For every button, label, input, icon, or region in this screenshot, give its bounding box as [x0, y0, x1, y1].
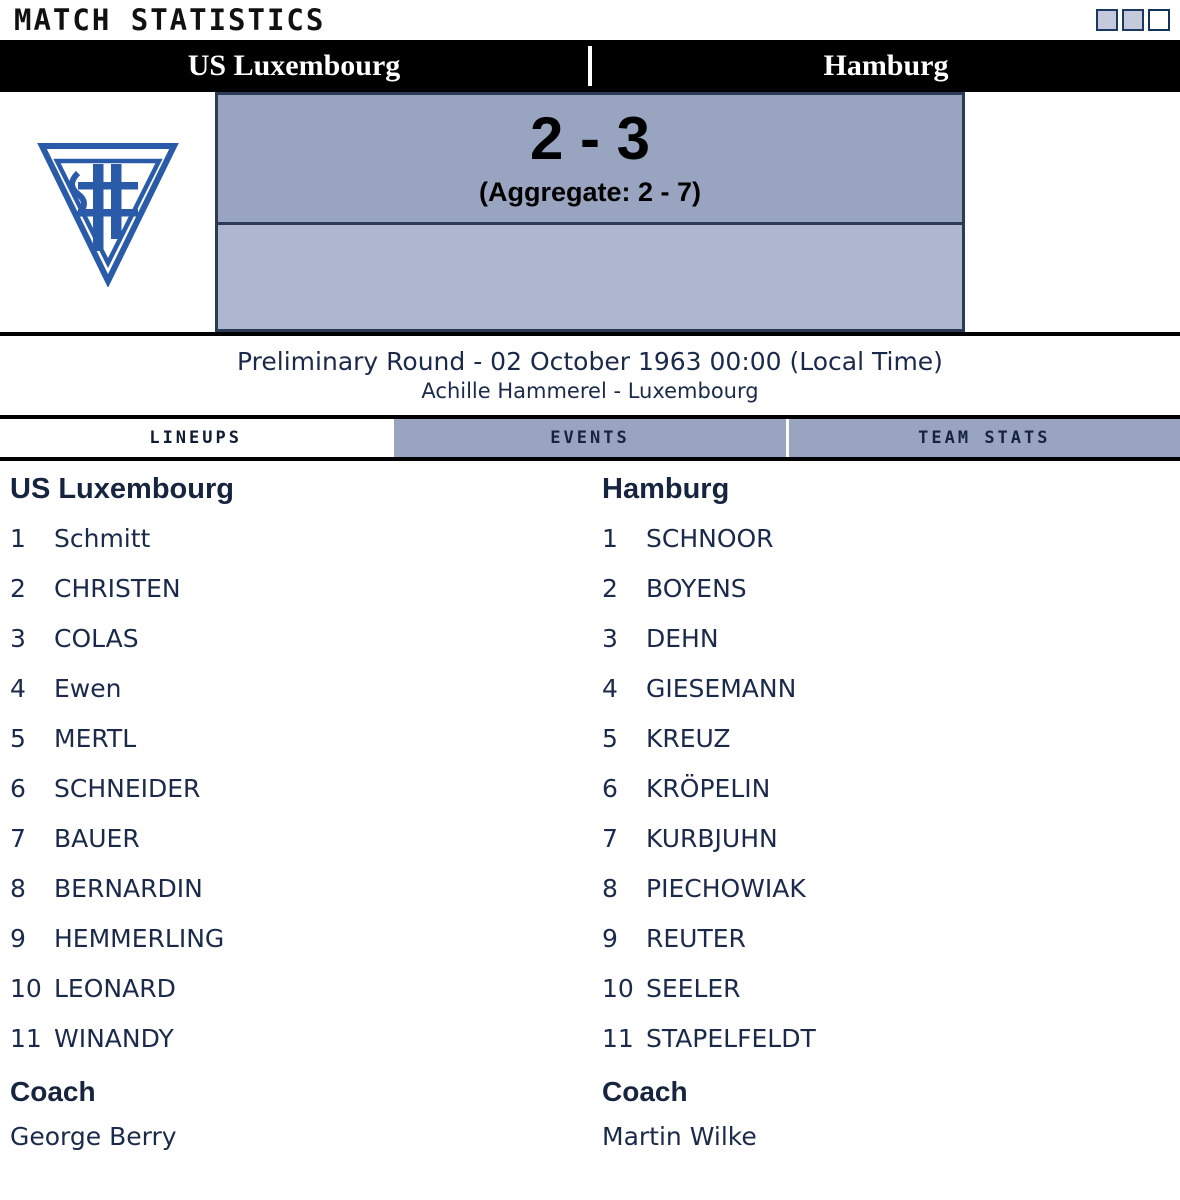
list-item	[10, 1014, 590, 1064]
window-controls	[1096, 9, 1170, 31]
player-number: 1	[10, 523, 26, 553]
score-subpanel	[215, 225, 965, 332]
home-coach-label: Coach	[10, 1075, 96, 1107]
away-lineup-column	[590, 473, 1180, 1158]
match-venue: Achille Hammerel - Luxembourg	[421, 379, 759, 404]
score-center	[215, 92, 965, 332]
player-name: MERTL	[54, 723, 137, 753]
player-name: SEELER	[646, 973, 741, 1003]
list-item	[10, 964, 590, 1014]
lineups-panel	[0, 461, 1180, 1158]
player-number: 7	[10, 823, 26, 853]
player-name: STAPELFELDT	[646, 1023, 816, 1053]
home-lineup-title: US Luxembourg	[10, 472, 234, 505]
player-number: 8	[602, 873, 618, 903]
list-item	[602, 514, 1180, 564]
player-name: BERNARDIN	[54, 873, 203, 903]
player-name: KREUZ	[646, 723, 731, 753]
player-number: 9	[602, 923, 618, 953]
list-item	[602, 764, 1180, 814]
away-coach-label: Coach	[602, 1075, 688, 1107]
player-number: 9	[10, 923, 26, 953]
player-number: 3	[602, 623, 618, 653]
player-number: 4	[602, 673, 618, 703]
away-lineup-title: Hamburg	[602, 472, 730, 505]
list-item	[10, 614, 590, 664]
player-name: Schmitt	[54, 523, 151, 553]
list-item	[602, 964, 1180, 1014]
player-number: 10	[10, 973, 42, 1003]
player-name: WINANDY	[54, 1023, 174, 1053]
score-value: 2 - 3	[529, 105, 651, 172]
window-titlebar	[0, 0, 1180, 40]
away-team-name: Hamburg	[823, 49, 949, 82]
list-item	[10, 714, 590, 764]
list-item	[602, 614, 1180, 664]
tab-lineups[interactable]: LINEUPS	[0, 419, 394, 457]
list-item	[10, 764, 590, 814]
player-name: SCHNOOR	[646, 523, 774, 553]
list-item	[602, 864, 1180, 914]
player-number: 6	[602, 773, 618, 803]
list-item	[602, 714, 1180, 764]
player-number: 2	[10, 573, 26, 603]
player-number: 3	[10, 623, 26, 653]
home-team-name: US Luxembourg	[187, 49, 401, 82]
away-coach-name: Martin Wilke	[602, 1121, 757, 1151]
maximize-button[interactable]	[1122, 9, 1144, 31]
player-name: GIESEMANN	[646, 673, 797, 703]
score-main	[215, 92, 965, 225]
tab-events[interactable]: EVENTS	[394, 419, 788, 457]
player-number: 1	[602, 523, 618, 553]
away-crest-cell	[965, 92, 1180, 332]
list-item	[10, 514, 590, 564]
list-item	[10, 864, 590, 914]
list-item	[602, 914, 1180, 964]
player-name: BOYENS	[646, 573, 747, 603]
list-item	[10, 814, 590, 864]
club-crest-icon	[33, 137, 183, 287]
player-name: KURBJUHN	[646, 823, 778, 853]
list-item	[602, 664, 1180, 714]
player-number: 11	[10, 1023, 42, 1053]
player-number: 7	[602, 823, 618, 853]
minimize-button[interactable]	[1096, 9, 1118, 31]
list-item	[10, 914, 590, 964]
list-item	[602, 814, 1180, 864]
match-round-date: Preliminary Round - 02 October 1963 00:00 (Local Time)	[237, 347, 943, 376]
home-coach-name: George Berry	[10, 1121, 177, 1151]
tab-team-stats[interactable]: TEAM STATS	[789, 419, 1180, 457]
player-name: DEHN	[646, 623, 719, 653]
player-name: BAUER	[54, 823, 140, 853]
player-name: HEMMERLING	[54, 923, 225, 953]
player-number: 10	[602, 973, 634, 1003]
list-item	[602, 564, 1180, 614]
player-name: SCHNEIDER	[54, 773, 201, 803]
list-item	[602, 1014, 1180, 1064]
teams-bar	[0, 40, 1180, 92]
close-button[interactable]	[1148, 9, 1170, 31]
player-name: COLAS	[54, 623, 139, 653]
home-lineup-column	[0, 473, 590, 1158]
score-block	[0, 92, 1180, 336]
player-number: 5	[602, 723, 618, 753]
home-crest-cell	[0, 92, 215, 332]
player-number: 8	[10, 873, 26, 903]
match-info	[0, 336, 1180, 419]
player-name: REUTER	[646, 923, 746, 953]
player-number: 11	[602, 1023, 634, 1053]
player-name: LEONARD	[54, 973, 176, 1003]
player-name: PIECHOWIAK	[646, 873, 806, 903]
aggregate-value: (Aggregate: 2 - 7)	[478, 177, 702, 207]
player-number: 6	[10, 773, 26, 803]
player-number: 2	[602, 573, 618, 603]
window-title: MATCH STATISTICS	[14, 2, 326, 37]
player-name: KRÖPELIN	[646, 773, 771, 803]
player-number: 4	[10, 673, 26, 703]
list-item	[10, 564, 590, 614]
player-number: 5	[10, 723, 26, 753]
player-name: Ewen	[54, 673, 122, 703]
list-item	[10, 664, 590, 714]
tab-bar	[0, 419, 1180, 461]
player-name: CHRISTEN	[54, 573, 181, 603]
